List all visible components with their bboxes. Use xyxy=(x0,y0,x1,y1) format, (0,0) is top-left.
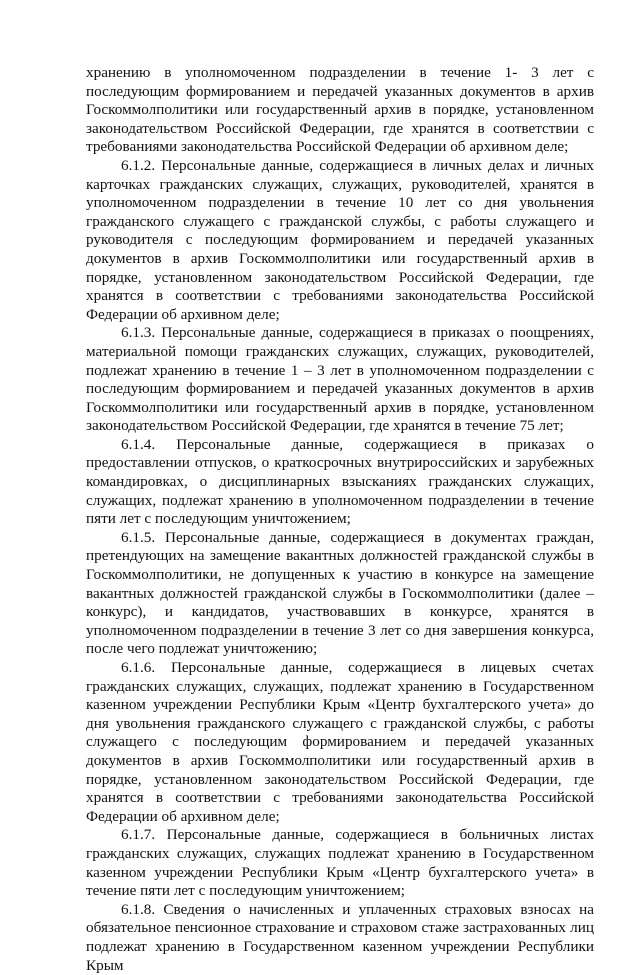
paragraph-6-1-4: 6.1.4. Персональные данные, содержащиеся в приказах о предоставлении отпусков, о краткосрочных внутрироссийских и зарубежных командировках, о дисциплинарных взысканиях гражданских служащих, служащих, подлежат хранению в уполномоченном подразделении в течение пяти лет с последующим уничтожением; xyxy=(86,435,594,528)
paragraph-continuation: хранению в уполномоченном подразделении в течение 1- 3 лет с последующим формированием и передачей указанных документов в архив Госкоммолполитики или государственный архив в порядке, установленном законодательством Российской Федерации, где хранятся в соответствии с требованиями законодательства Российской Федерации об архивном деле; xyxy=(86,64,594,156)
document-page xyxy=(86,64,594,975)
paragraph-6-1-2: 6.1.2. Персональные данные, содержащиеся в личных делах и личных карточках гражданских служащих, служащих, руководителей, хранятся в уполномоченном подразделении в течение 10 лет со дня увольнения гражданского служащего с гражданской службы, с работы служащего и руководителя с последующим формированием и передачей указанных документов в архив Госкоммолполитики или государственный архив в порядке, установленном законодательством Российской Федерации, где хранятся в соответствии с требованиями законодательства Российской Федерации об архивном деле; xyxy=(86,156,594,323)
paragraph-6-1-8: 6.1.8. Сведения о начисленных и уплаченных страховых взносах на обязательное пенсионное страхование и страховом стаже застрахованных лиц подлежат хранению в Государственном казенном учреждении Республики Крым xyxy=(86,900,594,974)
paragraph-6-1-7: 6.1.7. Персональные данные, содержащиеся в больничных листах гражданских служащих, служащих подлежат хранению в Государственном казенном учреждении Республики Крым «Центр бухгалтерского учета» в течение пяти лет с последующим уничтожением; xyxy=(86,826,594,900)
paragraph-6-1-5: 6.1.5. Персональные данные, содержащиеся в документах граждан, претендующих на замещение вакантных должностей гражданской службы в Госкоммолполитики, не допущенных к участию в конкурсе на замещение вакантных должностей гражданской службы в Госкоммолполитики (далее – конкурс), и кандидатов, участвовавших в конкурсе, хранятся в уполномоченном подразделении в течение 3 лет со дня завершения конкурса, после чего подлежат уничтожению; xyxy=(86,528,594,658)
paragraph-6-1-6: 6.1.6. Персональные данные, содержащиеся в лицевых счетах гражданских служащих, служащих, подлежат хранению в Государственном казенном учреждении Республики Крым «Центр бухгалтерского учета» до дня увольнения гражданского служащего с гражданской службы, с работы служащего с последующим формированием и передачей указанных документов в архив Госкоммолполитики или государственный архив в порядке, установленном законодательством Российской Федерации, где хранятся в соответствии с требованиями законодательства Российской Федерации об архивном деле; xyxy=(86,659,594,825)
paragraph-6-1-3: 6.1.3. Персональные данные, содержащиеся в приказах о поощрениях, материальной помощи гражданских служащих, служащих, руководителей, подлежат хранению в течение 1 – 3 лет в уполномоченном подразделении с последующим формированием и передачей указанных документов в архив Госкоммолполитики или государственный архив в порядке, установленном законодательством Российской Федерации, где хранятся в течение 75 лет; xyxy=(86,324,594,435)
